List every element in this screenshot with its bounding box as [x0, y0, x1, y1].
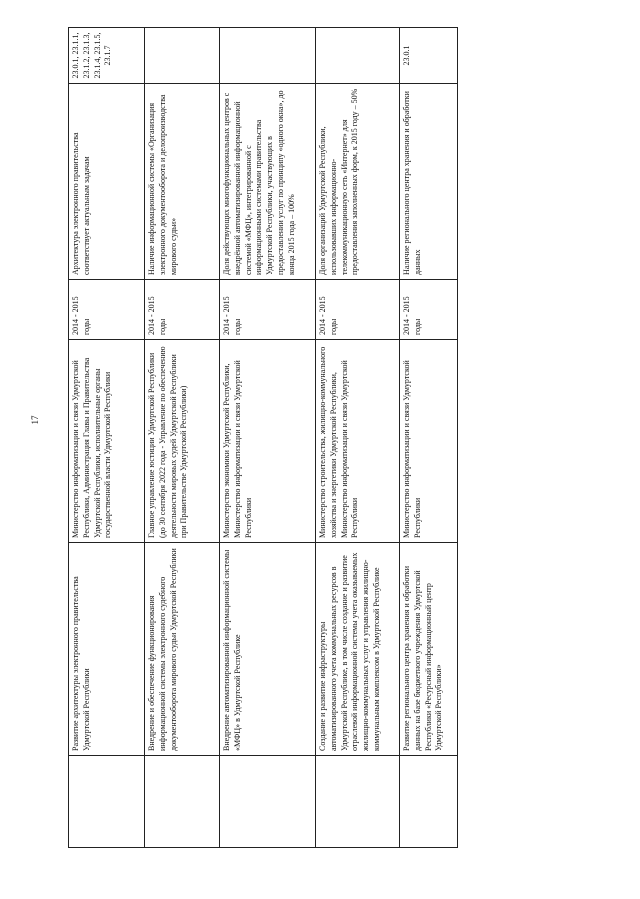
table-row	[145, 28, 220, 848]
result-cell: Доля организаций Удмуртской Республики, использовавших информационно-телекоммуникационную сеть «Интернет» для предоставления заполненных форм, к 2015 году – 50%	[316, 84, 400, 280]
executors-cell: Главное управление юстиции Удмуртской Республики (до 30 сентября 2022 года - Управление по обеспечению деятельности мировых судей Удмуртской Республики при Правительстве Удмуртской Республики)	[145, 340, 220, 543]
rotated-table-container	[68, 28, 457, 848]
period-cell: 2014 - 2015 годы	[220, 280, 316, 340]
blank-cell	[400, 756, 458, 848]
table-row	[69, 28, 145, 848]
codes-cell	[145, 28, 220, 84]
executors-cell: Министерство строительства, жилищно-коммунального хозяйства и энергетики Удмуртской Республики, Министерство информатизации и связи Удмуртской Республики	[316, 340, 400, 543]
task-cell: Развитие регионального центра хранения и обработки данных на базе бюджетного учреждения Удмуртской Республики «Ресурсный информационный центр Удмуртской Республики»	[400, 543, 458, 756]
codes-cell	[220, 28, 316, 84]
executors-cell: Министерство информатизации и связи Удмуртской Республики	[400, 340, 458, 543]
codes-cell: 23.0.1, 23.1.1, 23.1.2, 23.1.3, 23.1.4, 23.1.5, 23.1.7	[69, 28, 145, 84]
codes-cell: 23.0.1	[400, 28, 458, 84]
codes-cell	[316, 28, 400, 84]
table-row	[316, 28, 400, 848]
task-cell: Развитие архитектуры электронного правительства Удмуртской Республики	[69, 543, 145, 756]
program-table	[68, 27, 458, 848]
period-cell: 2014 - 2015 годы	[69, 280, 145, 340]
period-cell: 2014 - 2015 годы	[145, 280, 220, 340]
task-cell: Создание и развитие инфраструктуры автоматизированного учета коммунальных ресурсов в Удмуртской Республике, в том числе создание и развитие отраслевой информационной системы учета оказываемых жилищно-коммунальных услуг и управления жилищно-коммунальным комплексом в Удмуртской Республике	[316, 543, 400, 756]
table-row	[400, 28, 458, 848]
executors-cell: Министерство информатизации и связи Удмуртской Республики, Администрация Главы и Правительства Удмуртской Республики, исполнительные органы государственной власти Удмуртской Республики	[69, 340, 145, 543]
executors-cell: Министерство экономики Удмуртской Республики, Министерство информатизации и связи Удмуртской Республики	[220, 340, 316, 543]
blank-cell	[145, 756, 220, 848]
result-cell: Наличие информационной системы «Организация электронного документооборота и делопроизводства мирового судьи»	[145, 84, 220, 280]
task-cell: Внедрение автоматизированной информационной системы «МФЦ» в Удмуртской Республике	[220, 543, 316, 756]
result-cell: Доля действующих многофункциональных центров с внедрённой автоматизированной информационной системой «МФЦ», интегрированной с информационными системами правительства Удмуртской Республики, участвующих в предоставлении услуг по принципу «одного окна», до конца 2015 года – 100%	[220, 84, 316, 280]
table-row	[220, 28, 316, 848]
result-cell: Архитектура электронного правительства соответствует актуальным задачам	[69, 84, 145, 280]
task-cell: Внедрение и обеспечение функционирования информационной системы электронного судебного документооборота мирового судьи Удмуртской Республики	[145, 543, 220, 756]
blank-cell	[69, 756, 145, 848]
page-number: 17	[30, 415, 40, 425]
blank-cell	[220, 756, 316, 848]
blank-cell	[316, 756, 400, 848]
period-cell: 2014 - 2015 годы	[316, 280, 400, 340]
period-cell: 2014 - 2015 годы	[400, 280, 458, 340]
result-cell: Наличие регионального центра хранения и обработки данных	[400, 84, 458, 280]
